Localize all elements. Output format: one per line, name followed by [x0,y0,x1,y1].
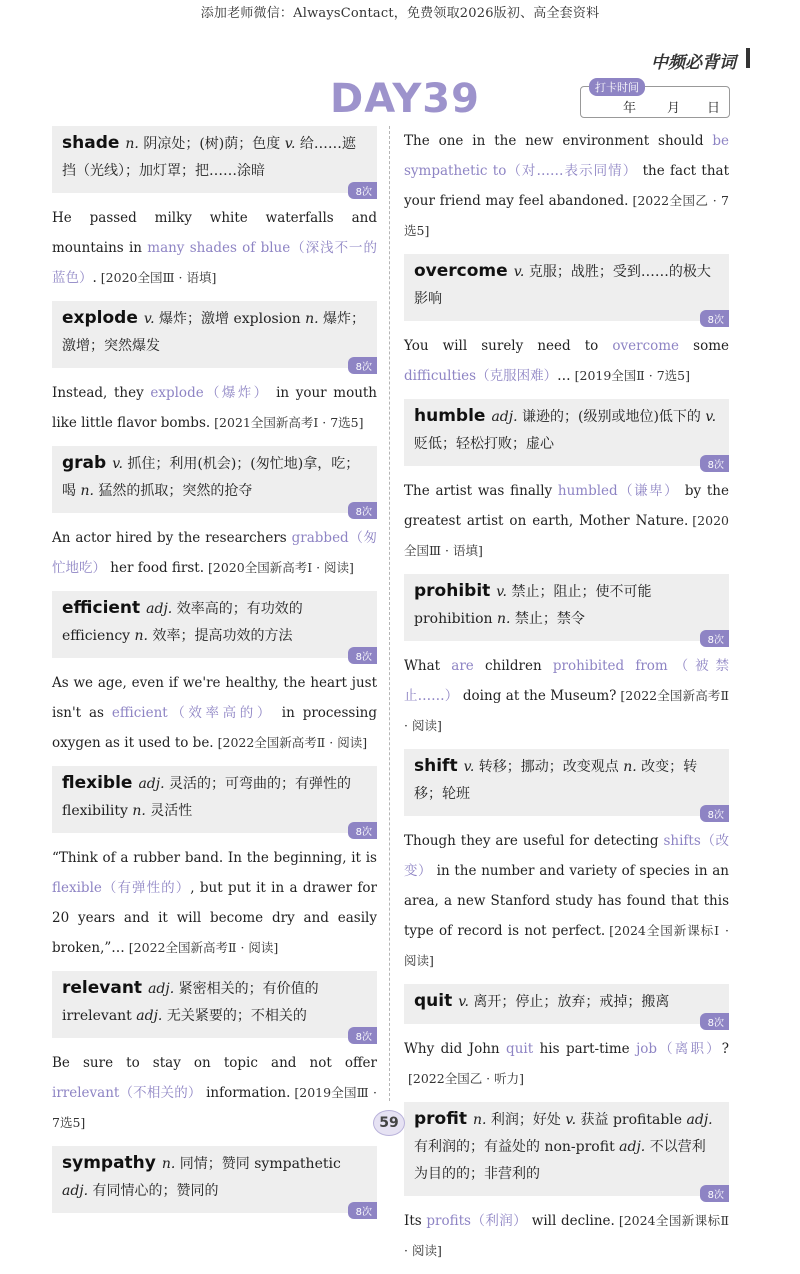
definition-text: n. 阴凉处；(树)荫；色度 v. 给……遮挡（光线）；加灯罩；把……涂暗 [62,136,356,179]
example-sentence [404,1206,729,1266]
example-sentence [404,651,729,741]
vocab-definition [414,403,719,458]
vocab-entry-shade [52,126,377,198]
vocab-entry-sympathy [52,1146,377,1218]
example-text: The one in the new environment should be sympathetic to（对……表示同情） the fact that your friend may feel abandoned. [404,133,729,209]
definition-text: v. 抓住；利用(机会)；(匆忙地)拿，吃；喝 n. 猛然的抓取；突然的抢夺 [62,456,360,499]
frequency-badge: 8次 [700,630,729,647]
example-sentence [52,843,377,963]
example-text: An actor hired by the researchers grabbed（匆忙地吃） her food first. [52,530,377,576]
exam-source: [2020全国Ⅲ · 语填] [404,513,729,558]
page-number: 59 [373,1110,405,1136]
section-brand: 中频必背词 [651,53,736,73]
frequency-badge: 8次 [700,1185,729,1202]
example-text: You will surely need to overcome some difficulties（克服困难）… [404,338,729,384]
example-sentence [404,126,729,246]
definition-text: v. 转移；挪动；改变观点 n. 改变；转移；轮班 [414,759,698,802]
example-sentence [52,1048,377,1138]
exam-source: [2022全国乙 · 7选5] [404,193,730,238]
frequency-badge: 8次 [348,182,377,199]
vocab-definition [414,578,719,633]
frequency-badge: 8次 [700,310,729,327]
definition-text: n. 同情；赞同 sympathetic adj. 有同情心的；赞同的 [62,1156,341,1199]
headword: profit [414,1109,467,1129]
example-text: The artist was finally humbled（谦卑） by the greatest artist on earth, Mother Nature. [404,483,729,529]
exam-source: [2020全国Ⅲ · 语填] [100,270,217,285]
exam-source: [2024全国新课标Ⅱ · 阅读] [404,1213,729,1258]
vocab-entry-humble [404,399,729,471]
definition-text: v. 克服；战胜；受到……的极大影响 [414,264,711,307]
frequency-badge: 8次 [348,822,377,839]
example-sentence [52,668,377,758]
example-text: Though they are useful for detecting shifts（改变） in the number and variety of species in an area, a new Stanford study has found that this type of record is not perfect. [404,833,730,939]
checkin-label: 打卡时间 [589,78,645,96]
exam-source: [2021全国新高考Ⅰ · 7选5] [214,415,364,430]
headword: sympathy [62,1153,156,1173]
example-text: “Think of a rubber band. In the beginning, it is flexible（有弹性的）, but put it in a drawer for 20 years and it will become dry and easily broken,”… [52,850,377,956]
vocab-definition [414,753,719,808]
headword: prohibit [414,581,491,601]
example-text: Why did John quit his part-time job（离职）? [404,1041,729,1057]
example-sentence [52,378,377,438]
definition-text: v. 禁止；阻止；使不可能 prohibition n. 禁止；禁令 [414,584,652,627]
exam-source: [2022全国新高考Ⅱ · 阅读] [217,735,368,750]
vocab-definition [62,595,367,650]
vocab-definition [62,770,367,825]
headword: efficient [62,598,141,618]
headword: explode [62,308,138,328]
vocab-definition [62,1150,367,1205]
vocab-entry-overcome [404,254,729,326]
headword: shade [62,133,120,153]
frequency-badge: 8次 [348,502,377,519]
frequency-badge: 8次 [348,1202,377,1219]
example-text: Instead, they explode（爆炸） in your mouth like little flavor bombs. [52,385,378,431]
vocab-entry-grab [52,446,377,518]
example-sentence [52,203,377,293]
top-promo-note: 添加老师微信：AlwaysContact，免费领取2026版初、高全套资料 [200,6,600,21]
definition-text: adj. 效率高的；有功效的 efficiency n. 效率；提高功效的方法 [62,601,303,644]
example-text: What are children prohibited from（被禁止……） doing at the Museum? [404,658,729,704]
headword: flexible [62,773,133,793]
exam-source: [2022全国乙 · 听力] [408,1071,524,1086]
frequency-badge: 8次 [348,1027,377,1044]
headword: shift [414,756,458,776]
exam-source: [2020全国新高考Ⅰ · 阅读] [208,560,354,575]
vocab-definition [414,258,719,313]
exam-source: [2022全国新高考Ⅱ · 阅读] [404,688,730,733]
headword: grab [62,453,107,473]
example-text: Its profits（利润） will decline. [404,1213,615,1229]
example-sentence [404,1034,729,1094]
vocab-definition [414,988,719,1016]
frequency-badge: 8次 [700,1013,729,1030]
frequency-badge: 8次 [348,357,377,374]
example-text: As we age, even if we're healthy, the heart just isn't as efficient（效率高的） in processing oxygen as it used to be. [52,675,377,751]
vocab-definition [414,1106,719,1188]
example-sentence [52,523,377,583]
day-title: DAY39 [330,76,480,122]
vocab-entry-relevant [52,971,377,1043]
example-text: Be sure to stay on topic and not offer irrelevant（不相关的） information. [52,1055,377,1101]
vocab-entry-quit [404,984,729,1029]
vocab-definition [62,975,367,1030]
headword: overcome [414,261,508,281]
frequency-badge: 8次 [348,647,377,664]
exam-source: [2019全国Ⅱ · 7选5] [574,368,690,383]
left-column [52,126,377,1223]
definition-text: v. 爆炸；激增 explosion n. 爆炸；激增；突然爆发 [62,311,366,354]
exam-source: [2019全国Ⅲ · 7选5] [52,1085,377,1130]
vocab-definition [62,450,367,505]
definition-text: adj. 紧密相关的；有价值的 irrelevant adj. 无关紧要的；不相关的 [62,981,319,1024]
vocab-entry-shift [404,749,729,821]
exam-source: [2024全国新课标Ⅰ · 阅读] [404,923,729,968]
checkin-box [580,81,730,118]
frequency-badge: 8次 [700,805,729,822]
checkin-month-field[interactable]: 月 [667,101,681,116]
headword: quit [414,991,453,1011]
exam-source: [2022全国新高考Ⅱ · 阅读] [128,940,279,955]
example-sentence [404,331,729,391]
headword: humble [414,406,486,426]
column-divider [389,126,390,1101]
vocab-definition [62,305,367,360]
vocab-definition [62,130,367,185]
definition-text: adj. 谦逊的；(级别或地位)低下的 v. 贬低；轻松打败；虚心 [414,409,717,452]
definition-text: v. 离开；停止；放弃；戒掉；搬离 [458,994,670,1010]
headword: relevant [62,978,143,998]
vocab-entry-flexible [52,766,377,838]
brand-bar-decoration [746,48,750,68]
vocab-entry-prohibit [404,574,729,646]
vocab-entry-explode [52,301,377,373]
right-column [404,126,729,1274]
example-sentence [404,826,729,976]
example-sentence [404,476,729,566]
checkin-day-field[interactable]: 日 [707,101,721,116]
definition-text: n. 利润；好处 v. 获益 profitable adj. 有利润的；有益处的 non-profit adj. 不以营利为目的的；非营利的 [414,1112,713,1182]
checkin-year-field[interactable]: 年 [623,101,637,116]
definition-text: adj. 灵活的；可弯曲的；有弹性的 flexibility n. 灵活性 [62,776,352,819]
vocab-entry-profit [404,1102,729,1201]
frequency-badge: 8次 [700,455,729,472]
example-text: He passed milky white waterfalls and mountains in many shades of blue（深浅不一的蓝色）. [52,210,378,286]
vocab-entry-efficient [52,591,377,663]
